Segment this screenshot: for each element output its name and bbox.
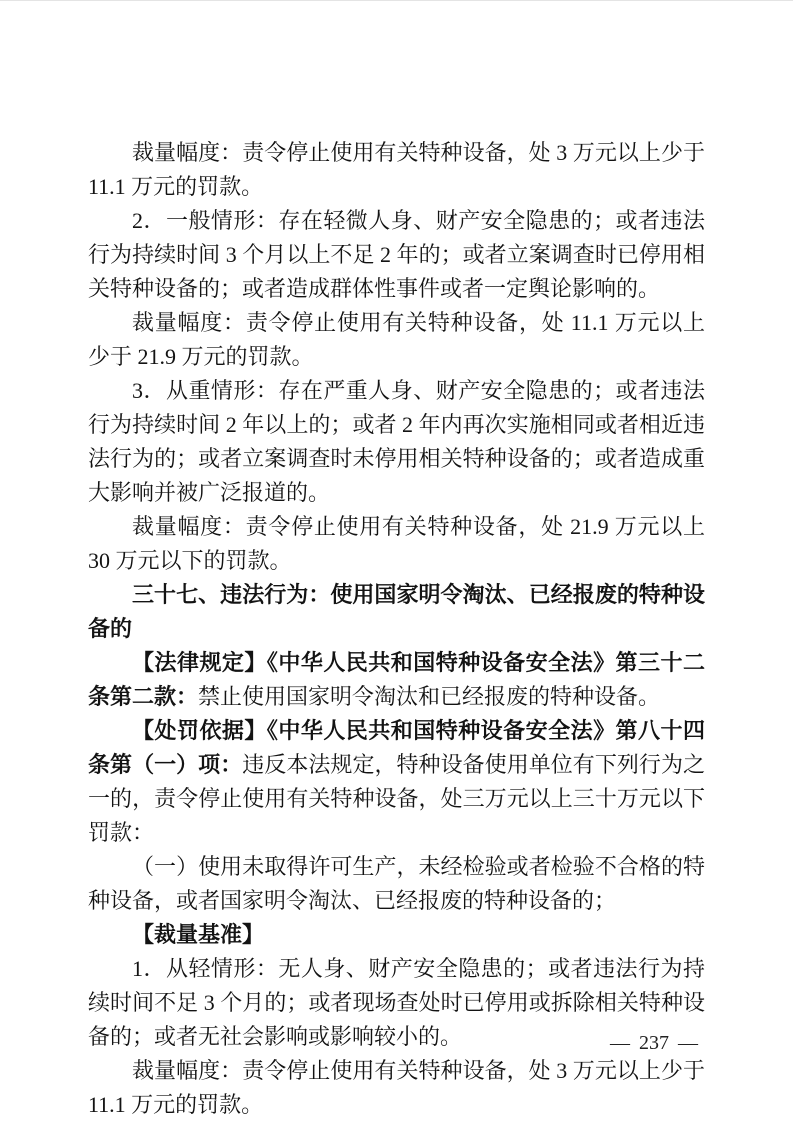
discretion-range-paragraph-1: 裁量幅度：责令停止使用有关特种设备，处 3 万元以上少于 11.1 万元的罚款。 [88, 140, 705, 199]
penalty-basis-label: 【处罚依据】《中华人民共和国特种设备安全法》第八十四条第（一）项： [88, 718, 705, 777]
page-footer [610, 1031, 698, 1055]
page-number: 237 [639, 1032, 669, 1054]
discretion-range-paragraph-4: 裁量幅度：责令停止使用有关特种设备，处 3 万元以上少于 11.1 万元的罚款。 [88, 1058, 705, 1117]
penalty-basis-text: 违反本法规定，特种设备使用单位有下列行为之一的，责令停止使用有关特种设备，处三万元以上三十万元以下罚款： [88, 752, 705, 845]
page-top-edge [0, 0, 793, 1]
footer-dash-left: — [610, 1032, 630, 1054]
legal-provision-paragraph [88, 646, 705, 714]
legal-provision-label: 【法律规定】《中华人民共和国特种设备安全法》第三十二条第二款： [88, 650, 705, 709]
aggravated-circumstance-paragraph: 3．从重情形：存在严重人身、财产安全隐患的；或者违法行为持续时间 2 年以上的；或者 2 年内再次实施相同或者相近违法行为的；或者立案调查时未停用相关特种设备的；或者造成重大影响并被广泛报道的。 [88, 378, 705, 505]
legal-provision-text: 禁止使用国家明令淘汰和已经报废的特种设备。 [198, 684, 661, 709]
item-one-paragraph: （一）使用未取得许可生产，未经检验或者检验不合格的特种设备，或者国家明令淘汰、已经报废的特种设备的； [88, 854, 705, 913]
document-page-content [88, 136, 705, 1122]
mitigated-circumstance-paragraph: 1．从轻情形：无人身、财产安全隐患的；或者违法行为持续时间不足 3 个月的；或者现场查处时已停用或拆除相关特种设备的；或者无社会影响或影响较小的。 [88, 956, 705, 1049]
discretion-range-paragraph-3: 裁量幅度：责令停止使用有关特种设备，处 21.9 万元以上 30 万元以下的罚款。 [88, 514, 705, 573]
section-37-heading: 三十七、违法行为：使用国家明令淘汰、已经报废的特种设备的 [88, 582, 705, 641]
penalty-basis-paragraph [88, 714, 705, 850]
discretion-benchmark-heading: 【裁量基准】 [132, 922, 265, 947]
discretion-range-paragraph-2: 裁量幅度：责令停止使用有关特种设备，处 11.1 万元以上少于 21.9 万元的罚款。 [88, 310, 705, 369]
general-circumstance-paragraph: 2．一般情形：存在轻微人身、财产安全隐患的；或者违法行为持续时间 3 个月以上不足 2 年的；或者立案调查时已停用相关特种设备的；或者造成群体性事件或者一定舆论影响的。 [88, 208, 705, 301]
footer-dash-right: — [678, 1032, 698, 1054]
